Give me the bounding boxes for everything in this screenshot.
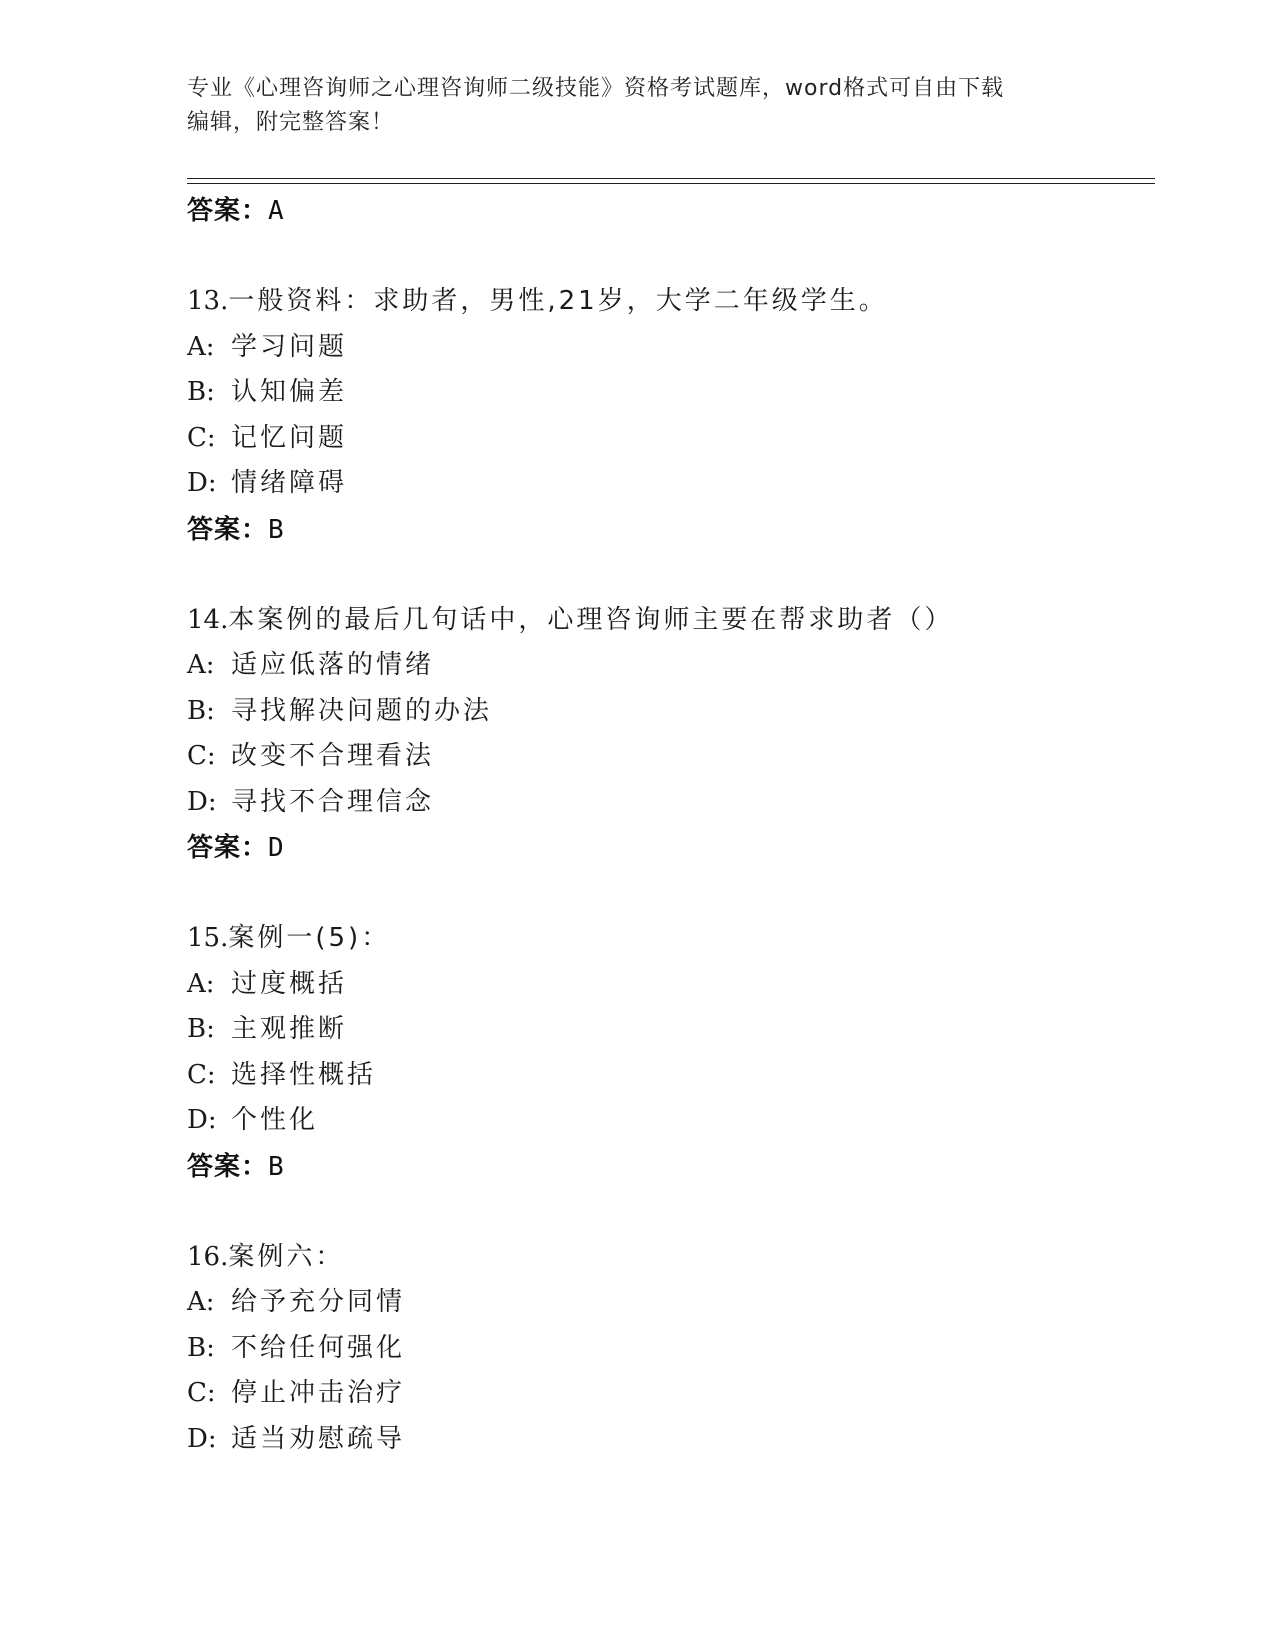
option-d bbox=[187, 780, 1147, 826]
option-key: B: bbox=[187, 695, 215, 726]
answer-label: 答案： bbox=[187, 833, 269, 863]
question-16 bbox=[187, 1235, 1147, 1463]
question-text: 案例六： bbox=[228, 1241, 345, 1272]
question-number: 16. bbox=[187, 1241, 229, 1272]
option-c bbox=[187, 1053, 1147, 1099]
option-text: 适当劝慰疏导 bbox=[231, 1423, 406, 1454]
question-number: 13. bbox=[187, 286, 229, 316]
answer-label: 答案： bbox=[187, 196, 269, 226]
option-text: 记忆问题 bbox=[231, 422, 348, 453]
answer-value: B bbox=[268, 514, 285, 545]
option-key: B: bbox=[187, 377, 215, 407]
answer-label: 答案： bbox=[187, 1151, 269, 1182]
question-15 bbox=[187, 916, 1147, 1190]
option-d bbox=[187, 461, 1147, 507]
option-c bbox=[187, 1371, 1147, 1417]
option-a bbox=[187, 1280, 1147, 1326]
header-line-2: 编辑，附完整答案！ bbox=[187, 110, 395, 135]
question-14 bbox=[187, 598, 1147, 872]
option-key: B: bbox=[187, 1332, 215, 1363]
option-b bbox=[187, 1007, 1147, 1053]
answer-line bbox=[187, 1144, 1147, 1190]
option-key: D: bbox=[187, 786, 217, 817]
option-key: A: bbox=[187, 1287, 215, 1317]
option-text: 停止冲击治疗 bbox=[231, 1378, 406, 1408]
option-c bbox=[187, 734, 1147, 780]
question-stem bbox=[187, 598, 1147, 644]
option-c bbox=[187, 416, 1147, 462]
option-a bbox=[187, 962, 1147, 1008]
option-key: B: bbox=[187, 1014, 215, 1044]
option-text: 给予充分同情 bbox=[231, 1287, 406, 1317]
header-divider-top bbox=[187, 178, 1155, 179]
answer-label: 答案： bbox=[187, 514, 269, 545]
option-text: 过度概括 bbox=[231, 968, 348, 999]
question-text: 本案例的最后几句话中，心理咨询师主要在帮求助者（） bbox=[228, 604, 954, 635]
option-b bbox=[187, 1326, 1147, 1372]
option-text: 选择性概括 bbox=[231, 1059, 377, 1090]
question-text: 一般资料：求助者，男性,21岁，大学二年级学生。 bbox=[228, 286, 888, 316]
question-stem bbox=[187, 279, 1147, 325]
question-text: 案例一(5)： bbox=[228, 923, 391, 953]
option-key: A: bbox=[187, 650, 215, 680]
option-text: 改变不合理看法 bbox=[231, 741, 435, 771]
option-text: 寻找不合理信念 bbox=[231, 786, 435, 817]
answer-line-prev bbox=[187, 188, 1147, 234]
option-text: 学习问题 bbox=[231, 331, 348, 362]
answer-line bbox=[187, 825, 1147, 871]
option-text: 适应低落的情绪 bbox=[231, 650, 435, 680]
answer-value: B bbox=[268, 1151, 285, 1182]
option-key: C: bbox=[187, 422, 216, 453]
option-key: C: bbox=[187, 1378, 216, 1408]
header-divider-bottom bbox=[187, 183, 1155, 184]
option-b bbox=[187, 689, 1147, 735]
option-d bbox=[187, 1417, 1147, 1463]
document-header bbox=[187, 72, 1087, 140]
question-number: 14. bbox=[187, 604, 229, 635]
answer-line bbox=[187, 507, 1147, 553]
answer-value: A bbox=[268, 196, 285, 226]
option-text: 主观推断 bbox=[231, 1014, 348, 1044]
option-text: 情绪障碍 bbox=[231, 468, 348, 498]
option-key: A: bbox=[187, 968, 215, 999]
question-list bbox=[187, 188, 1147, 1462]
option-key: D: bbox=[187, 1423, 217, 1454]
question-13 bbox=[187, 279, 1147, 553]
option-text: 认知偏差 bbox=[231, 377, 348, 407]
option-a bbox=[187, 325, 1147, 371]
option-key: A: bbox=[187, 331, 215, 362]
answer-value: D bbox=[268, 833, 285, 863]
question-stem bbox=[187, 916, 1147, 962]
option-b bbox=[187, 370, 1147, 416]
option-key: C: bbox=[187, 741, 216, 771]
option-a bbox=[187, 643, 1147, 689]
option-text: 寻找解决问题的办法 bbox=[231, 695, 493, 726]
option-key: C: bbox=[187, 1059, 216, 1090]
option-d bbox=[187, 1098, 1147, 1144]
header-line-1: 专业《心理咨询师之心理咨询师二级技能》资格考试题库，word格式可自由下载 bbox=[187, 76, 1005, 101]
option-key: D: bbox=[187, 1105, 217, 1135]
question-stem bbox=[187, 1235, 1147, 1281]
option-text: 个性化 bbox=[231, 1105, 319, 1135]
option-text: 不给任何强化 bbox=[231, 1332, 406, 1363]
option-key: D: bbox=[187, 468, 217, 498]
question-number: 15. bbox=[187, 923, 229, 953]
